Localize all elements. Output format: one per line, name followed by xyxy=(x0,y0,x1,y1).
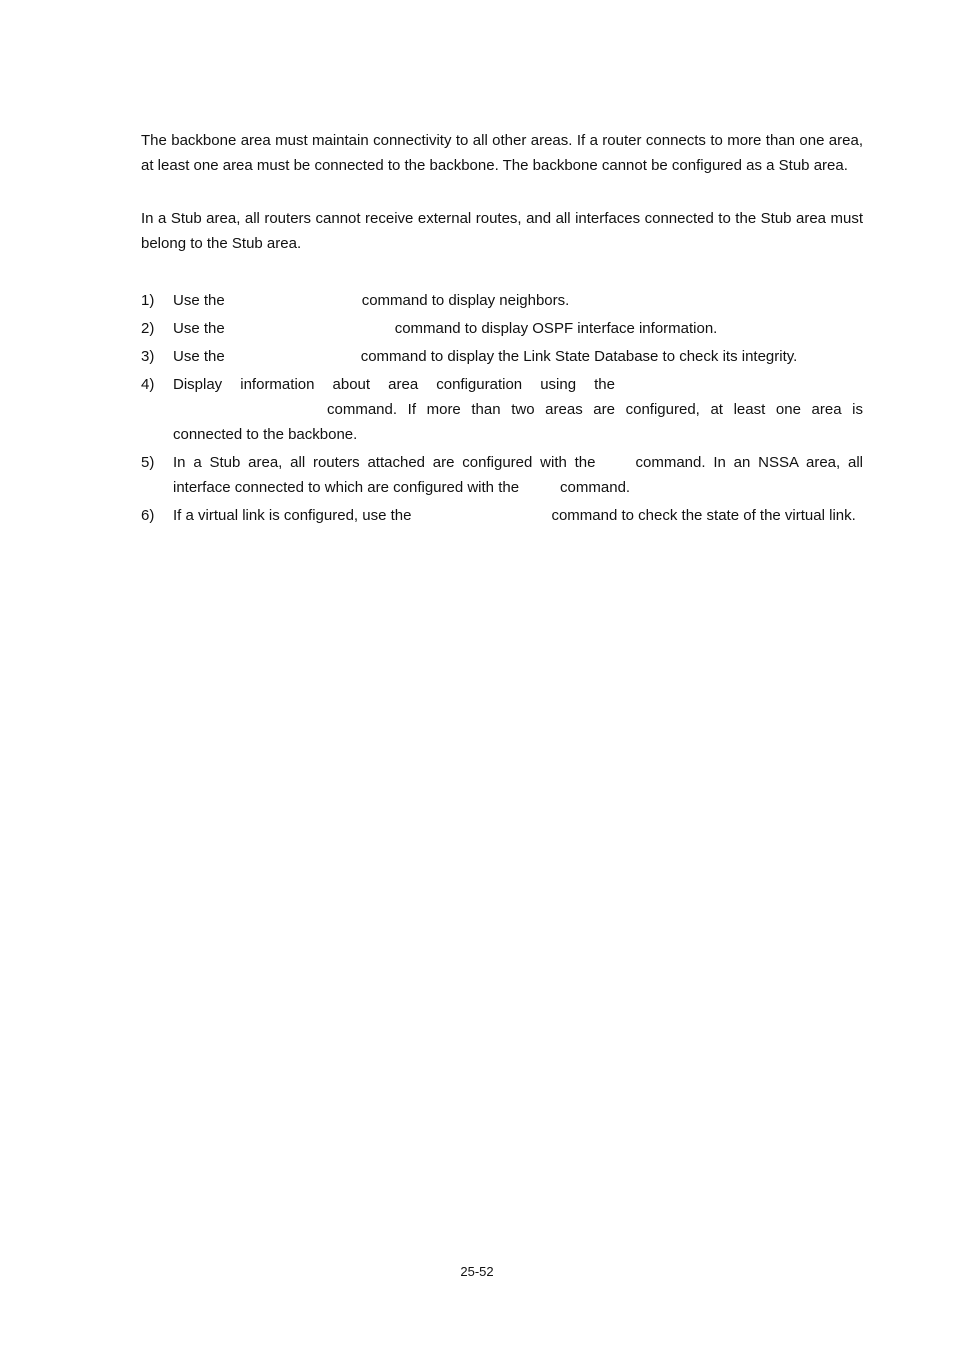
step-text-part: command. In an NSSA area, all interface connected to which are configured with the xyxy=(173,454,863,496)
step-number: 3) xyxy=(141,348,155,365)
step-text-after: command to display the Link State Database to check its integrity. xyxy=(360,348,798,365)
step-text-before: Use the xyxy=(173,320,225,337)
step-number: 1) xyxy=(141,292,155,309)
list-item xyxy=(141,288,863,313)
step-text-line: command. If more than two areas are configured, at least one area is xyxy=(327,401,863,418)
step-text-before: Use the xyxy=(173,348,225,365)
paragraph-stub-area: In a Stub area, all routers cannot receive external routes, and all interfaces connected to the Stub area must belong to the Stub area. xyxy=(141,210,863,252)
step-text-part: command. xyxy=(560,479,631,496)
step-text-before: Use the xyxy=(173,292,225,309)
step-number: 2) xyxy=(141,320,155,337)
step-number: 4) xyxy=(141,376,155,393)
step-text-after: command to display OSPF interface information. xyxy=(394,320,718,337)
paragraph-backbone-connectivity: The backbone area must maintain connectivity to all other areas. If a router connects to more than one area, at least one area must be connected to the backbone. The backbone cannot be configured as a Stub area. xyxy=(141,132,863,174)
step-text-before: If a virtual link is configured, use the xyxy=(173,507,412,524)
step-text-part: In a Stub area, all routers attached are configured with the xyxy=(173,454,596,471)
list-item xyxy=(141,503,863,528)
list-item xyxy=(141,372,863,447)
step-text-after: command to display neighbors. xyxy=(361,292,570,309)
step-number: 5) xyxy=(141,454,155,471)
list-item xyxy=(141,316,863,341)
troubleshooting-steps xyxy=(141,288,863,531)
page-number: 25-52 xyxy=(460,1264,494,1279)
step-text-after: command to check the state of the virtual link. xyxy=(551,507,856,524)
step-text-line: connected to the backbone. xyxy=(173,426,358,443)
step-text-line: Display information about area configuration using the xyxy=(173,376,615,393)
list-item xyxy=(141,450,863,500)
step-number: 6) xyxy=(141,507,155,524)
list-item xyxy=(141,344,863,369)
